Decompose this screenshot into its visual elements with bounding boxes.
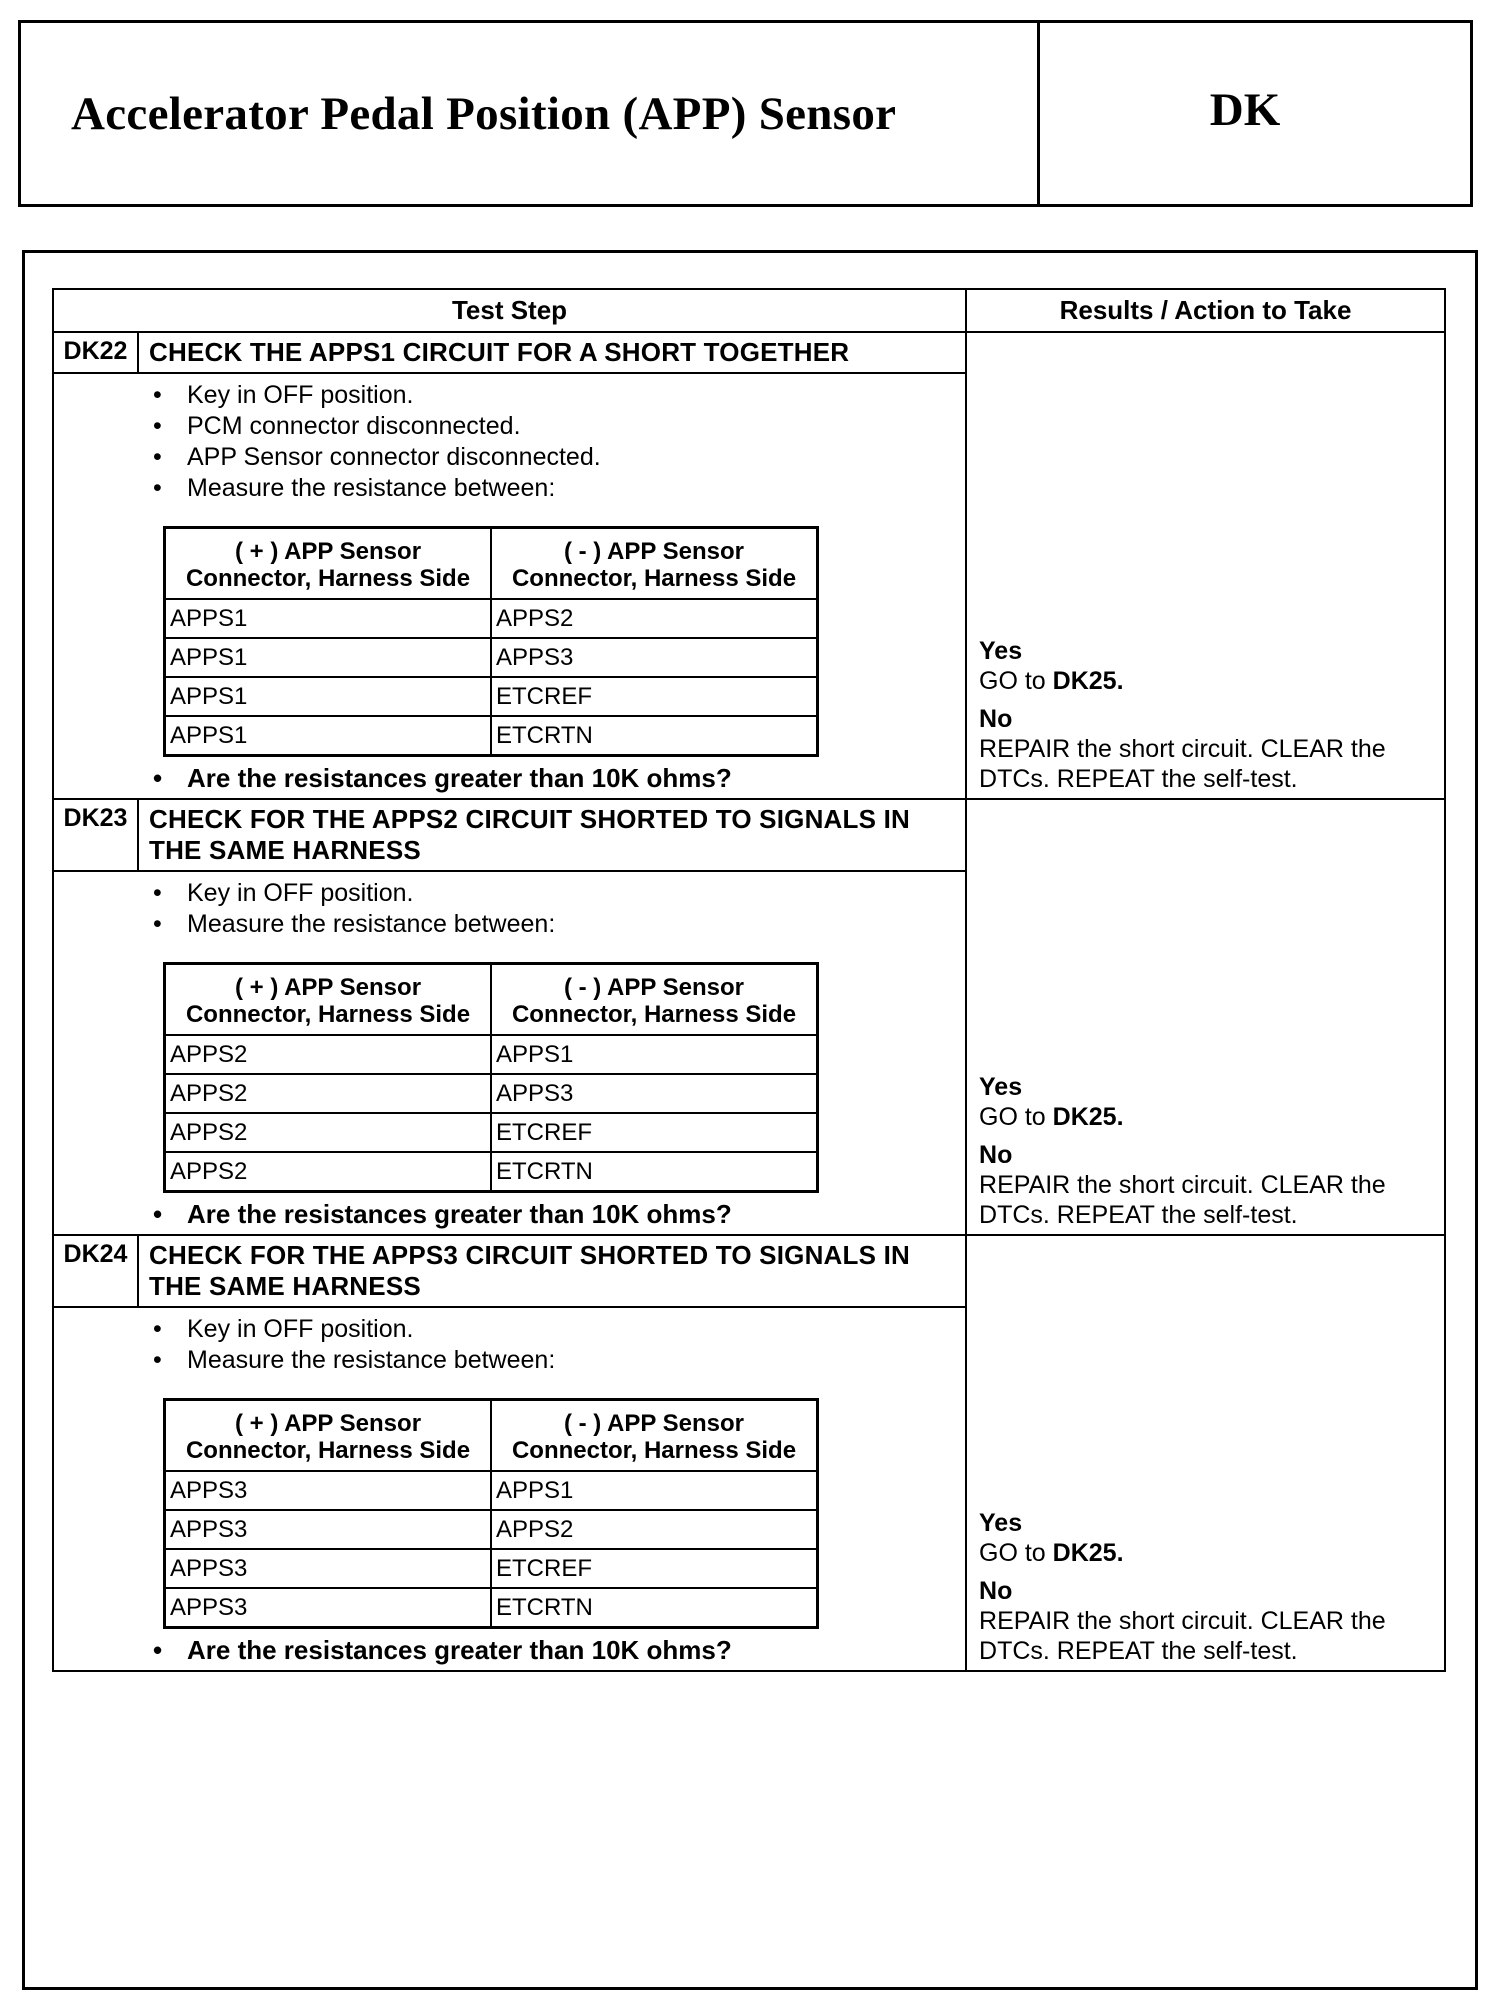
measurement-table	[163, 526, 819, 757]
yes-target: DK25.	[1052, 1103, 1124, 1131]
positive-pin: APPS2	[165, 1035, 492, 1074]
step-content	[53, 1307, 966, 1671]
step-content	[53, 871, 966, 1235]
no-action: REPAIR the short circuit. CLEAR the DTCs. REPEAT the self-test.	[979, 735, 1386, 793]
step-question: • Are the resistances greater than 10K ohms?	[139, 1635, 965, 1666]
test-step-table	[52, 288, 1446, 1672]
negative-pin: APPS2	[491, 599, 818, 638]
yes-target: DK25.	[1052, 1539, 1124, 1567]
yes-prefix: GO to	[979, 667, 1046, 695]
yes-label: Yes	[979, 1509, 1023, 1537]
instruction-item: • Key in OFF position.	[139, 1314, 965, 1345]
instruction-list	[139, 878, 965, 940]
no-action: REPAIR the short circuit. CLEAR the DTCs. REPEAT the self-test.	[979, 1171, 1386, 1229]
instruction-item: • Measure the resistance between:	[139, 1345, 965, 1376]
test-step-column-header: Test Step	[53, 289, 966, 332]
positive-connector-header: ( + ) APP Sensor Connector, Harness Side	[165, 964, 492, 1036]
section-code	[1037, 23, 1470, 204]
instruction-list	[139, 380, 965, 504]
measurement-row	[165, 599, 818, 638]
instruction-item: • Key in OFF position.	[139, 380, 965, 411]
step-code: DK23	[53, 799, 138, 871]
positive-pin: APPS3	[165, 1588, 492, 1628]
yes-action	[979, 1102, 1438, 1132]
table-header-row	[53, 289, 1445, 332]
positive-pin: APPS2	[165, 1113, 492, 1152]
measurement-table	[163, 962, 819, 1193]
negative-pin: APPS3	[491, 1074, 818, 1113]
measurement-header-row	[165, 528, 818, 600]
results-block	[979, 1072, 1438, 1230]
instruction-item: • Key in OFF position.	[139, 878, 965, 909]
step-results	[966, 1235, 1445, 1671]
negative-pin: APPS3	[491, 638, 818, 677]
measurement-header-row	[165, 964, 818, 1036]
yes-target: DK25.	[1052, 667, 1124, 695]
measurement-row	[165, 1588, 818, 1628]
negative-pin: APPS2	[491, 1510, 818, 1549]
measurement-row	[165, 1510, 818, 1549]
positive-pin: APPS3	[165, 1549, 492, 1588]
instruction-item: • APP Sensor connector disconnected.	[139, 442, 965, 473]
yes-action	[979, 666, 1438, 696]
measurement-row	[165, 638, 818, 677]
positive-connector-header: ( + ) APP Sensor Connector, Harness Side	[165, 1400, 492, 1472]
step-question: • Are the resistances greater than 10K ohms?	[139, 1199, 965, 1230]
measurement-row	[165, 1152, 818, 1192]
step-results	[966, 799, 1445, 1235]
positive-connector-header: ( + ) APP Sensor Connector, Harness Side	[165, 528, 492, 600]
step-title: CHECK THE APPS1 CIRCUIT FOR A SHORT TOGETHER	[138, 332, 966, 373]
page-header	[18, 20, 1473, 207]
page-title: Accelerator Pedal Position (APP) Sensor	[71, 87, 897, 140]
negative-pin: ETCRTN	[491, 716, 818, 756]
instruction-list	[139, 1314, 965, 1376]
no-label: No	[979, 1577, 1013, 1605]
negative-pin: ETCREF	[491, 1113, 818, 1152]
yes-prefix: GO to	[979, 1103, 1046, 1131]
step-code: DK22	[53, 332, 138, 373]
negative-pin: ETCRTN	[491, 1588, 818, 1628]
measurement-row	[165, 1074, 818, 1113]
negative-pin: ETCREF	[491, 1549, 818, 1588]
results-block	[979, 636, 1438, 794]
measurement-table	[163, 1398, 819, 1629]
step-title-row	[53, 1235, 1445, 1307]
yes-prefix: GO to	[979, 1539, 1046, 1567]
positive-pin: APPS2	[165, 1152, 492, 1192]
step-title: CHECK FOR THE APPS3 CIRCUIT SHORTED TO SIGNALS IN THE SAME HARNESS	[138, 1235, 966, 1307]
yes-label: Yes	[979, 1073, 1023, 1101]
negative-pin: APPS1	[491, 1471, 818, 1510]
positive-pin: APPS3	[165, 1510, 492, 1549]
positive-pin: APPS1	[165, 638, 492, 677]
positive-pin: APPS1	[165, 716, 492, 756]
step-code: DK24	[53, 1235, 138, 1307]
positive-pin: APPS1	[165, 677, 492, 716]
positive-pin: APPS3	[165, 1471, 492, 1510]
no-label: No	[979, 705, 1013, 733]
measurement-row	[165, 1035, 818, 1074]
step-content	[53, 373, 966, 799]
instruction-item: • Measure the resistance between:	[139, 473, 965, 504]
measurement-header-row	[165, 1400, 818, 1472]
positive-pin: APPS1	[165, 599, 492, 638]
measurement-row	[165, 716, 818, 756]
step-title-row	[53, 799, 1445, 871]
instruction-item: • PCM connector disconnected.	[139, 411, 965, 442]
measurement-row	[165, 1549, 818, 1588]
yes-label: Yes	[979, 637, 1023, 665]
measurement-row	[165, 677, 818, 716]
step-title: CHECK FOR THE APPS2 CIRCUIT SHORTED TO SIGNALS IN THE SAME HARNESS	[138, 799, 966, 871]
negative-connector-header: ( - ) APP Sensor Connector, Harness Side	[491, 1400, 818, 1472]
step-title-row	[53, 332, 1445, 373]
yes-action	[979, 1538, 1438, 1568]
step-question: • Are the resistances greater than 10K ohms?	[139, 763, 965, 794]
measurement-row	[165, 1113, 818, 1152]
negative-connector-header: ( - ) APP Sensor Connector, Harness Side	[491, 964, 818, 1036]
no-label: No	[979, 1141, 1013, 1169]
step-results	[966, 332, 1445, 799]
results-column-header: Results / Action to Take	[966, 289, 1445, 332]
negative-connector-header: ( - ) APP Sensor Connector, Harness Side	[491, 528, 818, 600]
negative-pin: ETCREF	[491, 677, 818, 716]
results-block	[979, 1508, 1438, 1666]
instruction-item: • Measure the resistance between:	[139, 909, 965, 940]
no-action: REPAIR the short circuit. CLEAR the DTCs. REPEAT the self-test.	[979, 1607, 1386, 1665]
section-code-text: DK	[1209, 83, 1281, 136]
negative-pin: ETCRTN	[491, 1152, 818, 1192]
measurement-row	[165, 1471, 818, 1510]
negative-pin: APPS1	[491, 1035, 818, 1074]
positive-pin: APPS2	[165, 1074, 492, 1113]
